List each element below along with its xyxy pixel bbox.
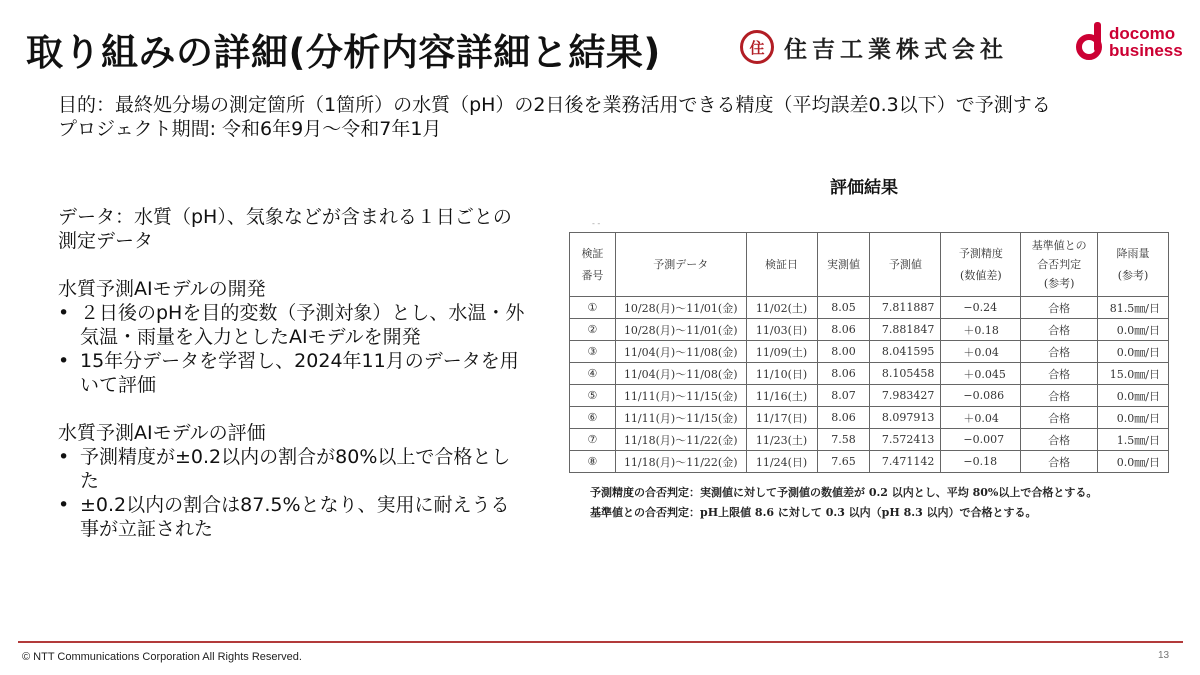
cell-actual: 8.00 (817, 341, 870, 363)
cell-predicted: 7.983427 (870, 385, 941, 407)
col-header-rainfall: 降雨量 (参考) (1098, 233, 1169, 297)
cell-rainfall: 0.0㎜/日 (1098, 341, 1169, 363)
cell-diff: ＋0.04 (941, 341, 1021, 363)
col-header-accuracy: 予測精度 (数値差) (941, 233, 1021, 297)
cell-judge: 合格 (1021, 451, 1098, 473)
cell-diff: ＋0.045 (941, 363, 1021, 385)
col-header-date: 検証日 (746, 233, 817, 297)
cell-predicted: 7.471142 (870, 451, 941, 473)
cell-number: ⑤ (570, 385, 616, 407)
model-development-section (58, 277, 528, 397)
col-header-period: 予測データ (615, 233, 746, 297)
cell-judge: 合格 (1021, 363, 1098, 385)
col-header-number: 検証 番号 (570, 233, 616, 297)
cell-number: ① (570, 297, 616, 319)
cell-date: 11/24(日) (746, 451, 817, 473)
cell-diff: ＋0.04 (941, 407, 1021, 429)
bullet-icon: • (58, 446, 70, 468)
col-header-actual: 実測値 (817, 233, 870, 297)
bullet-icon: • (58, 302, 70, 324)
docomo-d-icon (1076, 22, 1106, 62)
purpose-text: 目的：最終処分場の測定箇所（1箇所）の水質（pH）の2日後を業務活用できる精度（平均誤差0.3以下）で予測する (58, 94, 1051, 116)
cell-period: 11/11(月)～11/15(金) (615, 407, 746, 429)
docomo-wordmark: docomo (1109, 24, 1176, 43)
left-column (58, 205, 528, 565)
cell-number: ④ (570, 363, 616, 385)
cell-rainfall: 0.0㎜/日 (1098, 319, 1169, 341)
footer-divider (18, 641, 1183, 643)
cell-number: ⑥ (570, 407, 616, 429)
scan-mark: - - (592, 219, 601, 228)
cell-predicted: 8.041595 (870, 341, 941, 363)
cell-rainfall: 0.0㎜/日 (1098, 407, 1169, 429)
cell-predicted: 7.811887 (870, 297, 941, 319)
bullet-icon: • (58, 494, 70, 516)
table-row (570, 297, 1169, 319)
cell-date: 11/03(日) (746, 319, 817, 341)
project-period: プロジェクト期間: 令和6年9月～令和7年1月 (58, 118, 442, 140)
cell-period: 11/04(月)～11/08(金) (615, 341, 746, 363)
cell-number: ⑧ (570, 451, 616, 473)
note-accuracy-criteria: 予測精度の合否判定：実測値に対して予測値の数値差が 0.2 以内とし、平均 80%以上で合格とする。 (590, 486, 1098, 499)
evaluation-table (569, 232, 1169, 473)
cell-period: 11/11(月)～11/15(金) (615, 385, 746, 407)
cell-date: 11/09(土) (746, 341, 817, 363)
cell-number: ② (570, 319, 616, 341)
docomo-business-logo (1076, 22, 1183, 62)
cell-predicted: 8.105458 (870, 363, 941, 385)
bullet-icon: • (58, 350, 70, 372)
business-wordmark: business (1109, 41, 1183, 60)
list-item: • ±0.2以内の割合は87.5%となり、実用に耐えうる事が立証された (58, 494, 510, 540)
cell-judge: 合格 (1021, 297, 1098, 319)
cell-judge: 合格 (1021, 341, 1098, 363)
cell-judge: 合格 (1021, 319, 1098, 341)
model-evaluation-section (58, 421, 528, 541)
cell-predicted: 8.097913 (870, 407, 941, 429)
cell-actual: 8.05 (817, 297, 870, 319)
list-item: • ２日後のpHを目的変数（予測対象）とし、水温・外気温・雨量を入力としたAIモデルを開発 (58, 302, 525, 348)
cell-period: 10/28(月)～11/01(金) (615, 297, 746, 319)
sumitomo-emblem-icon: 住 (740, 30, 774, 64)
cell-date: 11/10(日) (746, 363, 817, 385)
table-row (570, 429, 1169, 451)
cell-diff: ＋0.18 (941, 319, 1021, 341)
cell-actual: 7.58 (817, 429, 870, 451)
data-description: データ：水質（pH）、気象などが含まれる１日ごとの測定データ (58, 206, 512, 252)
page-number: 13 (1158, 650, 1170, 661)
copyright-text: © NTT Communications Corporation All Rights Reserved. (22, 651, 302, 663)
cell-actual: 8.06 (817, 363, 870, 385)
table-row (570, 385, 1169, 407)
cell-date: 11/16(土) (746, 385, 817, 407)
cell-diff: −0.086 (941, 385, 1021, 407)
cell-judge: 合格 (1021, 385, 1098, 407)
evaluation-title: 評価結果 (830, 178, 898, 198)
col-header-judge: 基準値との 合否判定 (参考) (1021, 233, 1098, 297)
cell-rainfall: 0.0㎜/日 (1098, 451, 1169, 473)
col-header-predicted: 予測値 (870, 233, 941, 297)
list-item: • 予測精度が±0.2以内の割合が80%以上で合格とした (58, 446, 511, 492)
cell-period: 11/18(月)～11/22(金) (615, 429, 746, 451)
cell-number: ⑦ (570, 429, 616, 451)
table-row (570, 363, 1169, 385)
cell-period: 11/04(月)～11/08(金) (615, 363, 746, 385)
table-header-row (570, 233, 1169, 297)
cell-date: 11/02(土) (746, 297, 817, 319)
cell-rainfall: 81.5㎜/日 (1098, 297, 1169, 319)
cell-diff: −0.24 (941, 297, 1021, 319)
cell-actual: 8.07 (817, 385, 870, 407)
cell-actual: 7.65 (817, 451, 870, 473)
dev-heading: 水質予測AIモデルの開発 (58, 278, 266, 300)
cell-date: 11/17(日) (746, 407, 817, 429)
table-row (570, 451, 1169, 473)
cell-rainfall: 1.5㎜/日 (1098, 429, 1169, 451)
note-standard-criteria: 基準値との合否判定：pH上限値 8.6 に対して 0.3 以内（pH 8.3 以内）で合格とする。 (590, 506, 1037, 519)
cell-judge: 合格 (1021, 407, 1098, 429)
table-notes (590, 483, 1097, 523)
page-title: 取り組みの詳細(分析内容詳細と結果) (26, 31, 661, 74)
cell-predicted: 7.572413 (870, 429, 941, 451)
cell-rainfall: 0.0㎜/日 (1098, 385, 1169, 407)
table-row (570, 319, 1169, 341)
cell-rainfall: 15.0㎜/日 (1098, 363, 1169, 385)
cell-judge: 合格 (1021, 429, 1098, 451)
sumitomo-logo (740, 30, 1008, 64)
cell-period: 10/28(月)～11/01(金) (615, 319, 746, 341)
cell-actual: 8.06 (817, 319, 870, 341)
cell-number: ③ (570, 341, 616, 363)
sumitomo-company-name: 住吉工業株式会社 (784, 36, 1008, 63)
cell-diff: −0.18 (941, 451, 1021, 473)
cell-actual: 8.06 (817, 407, 870, 429)
cell-period: 11/18(月)～11/22(金) (615, 451, 746, 473)
cell-predicted: 7.881847 (870, 319, 941, 341)
cell-date: 11/23(土) (746, 429, 817, 451)
table-row (570, 407, 1169, 429)
table-row (570, 341, 1169, 363)
cell-diff: −0.007 (941, 429, 1021, 451)
list-item: • 15年分データを学習し、2024年11月のデータを用いて評価 (58, 350, 519, 396)
purpose-block (58, 93, 1051, 141)
eval-heading: 水質予測AIモデルの評価 (58, 422, 266, 444)
